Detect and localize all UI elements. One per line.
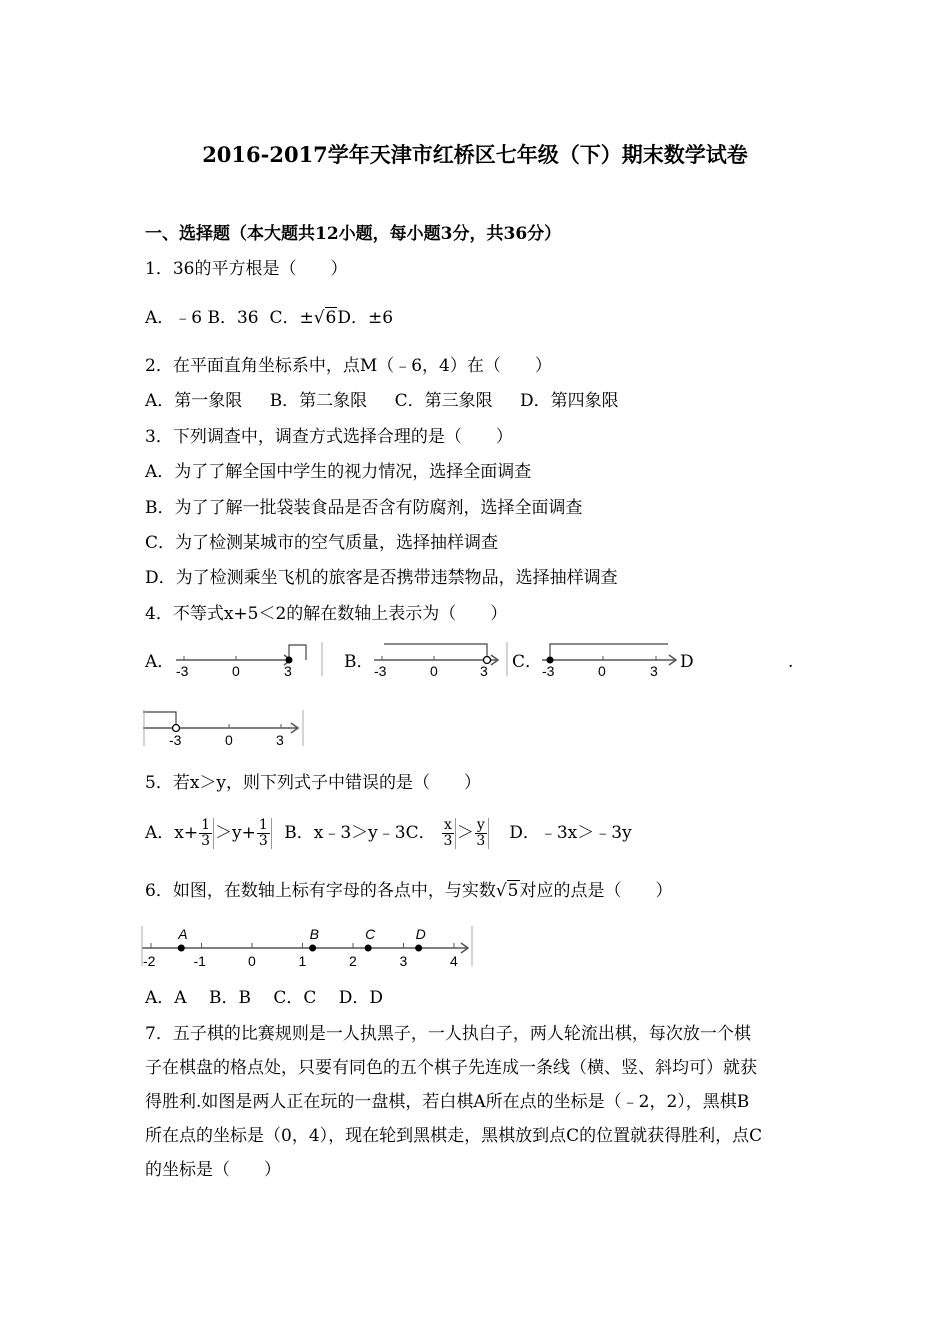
q4-option-a-label: A． (145, 652, 175, 672)
tick-label: 0 (232, 663, 240, 679)
tick-label: 3 (650, 663, 658, 679)
page-title: 2016-2017学年天津市红桥区七年级（下）期末数学试卷 (202, 142, 748, 167)
fraction-denominator: 3 (443, 833, 453, 849)
q7-line: 的坐标是（ ） (145, 1160, 281, 1180)
question-1-options (145, 308, 393, 328)
question-2-stem: 2．在平面直角坐标系中，点M（﹣6，4）在（ ） (145, 356, 552, 376)
fraction-denominator: 3 (258, 833, 268, 849)
q1-option-d: D．±6 (337, 308, 394, 328)
q6-stem-post: 对应的点是（ ） (519, 881, 673, 901)
tick-label: 3 (284, 663, 292, 679)
tick-label: 3 (480, 663, 488, 679)
q5-option-d: D．﹣3x＞﹣3y (509, 823, 632, 843)
q3-option-b: B．为了了解一批袋装食品是否含有防腐剂，选择全面调查 (145, 498, 583, 518)
axis-tick-label: 4 (450, 953, 458, 969)
q6-stem-pre: 6．如图，在数轴上标有字母的各点中，与实数 (145, 881, 496, 901)
fraction-numerator: y (476, 817, 485, 833)
q3-option-c: C．为了检测某城市的空气质量，选择抽样调查 (145, 533, 499, 553)
q3-option-a: A．为了了解全国中学生的视力情况，选择全面调查 (145, 462, 532, 482)
q4-trailing-dot: . (788, 652, 794, 672)
hollow-dot-icon (173, 725, 180, 732)
tick-label: -3 (542, 663, 555, 679)
point-label-a: A (178, 926, 188, 942)
tick-label: -3 (169, 732, 182, 748)
q7-line: 子在棋盘的格点处，只要有同色的五个棋子先连成一条线（横、竖、斜均可）就获 (145, 1058, 757, 1078)
q5-a-right: ＞y+ (215, 823, 256, 843)
section-heading: 一、选择题（本大题共12小题，每小题3分，共36分） (145, 224, 562, 244)
tick-label: -3 (176, 663, 189, 679)
q5-c-gt: ＞ (456, 823, 474, 843)
q3-option-d: D．为了检测乘坐飞机的旅客是否携带违禁物品，选择抽样调查 (145, 568, 618, 588)
q4-option-c-label: C． (512, 652, 543, 672)
tick-label: 3 (276, 732, 284, 748)
question-1-stem: 1．36的平方根是（ ） (145, 259, 348, 279)
point-b (309, 945, 316, 952)
q4-option-b-label: B． (344, 652, 374, 672)
q5-a-left: x+ (174, 823, 199, 843)
axis-tick-label: 0 (248, 953, 256, 969)
fraction-denominator: 3 (476, 833, 486, 849)
question-2-options (145, 391, 619, 411)
question-5-options (145, 818, 632, 849)
tick-label: 0 (598, 663, 606, 679)
q7-line: 得胜利.如图是两人正在玩的一盘棋，若白棋A所在点的坐标是（﹣2，2），黑棋B (145, 1092, 750, 1112)
q4-number-line-c (538, 640, 686, 680)
sqrt-icon: √5 (495, 881, 519, 901)
axis-tick-label: 1 (298, 953, 307, 969)
point-a (178, 945, 185, 952)
fraction-numerator: x (443, 817, 452, 833)
axis-tick-label: -2 (143, 953, 156, 969)
q2-option-c: C．第三象限 (394, 391, 493, 411)
axis-tick-label: 2 (349, 953, 357, 969)
fraction-x-over-3 (442, 818, 456, 849)
q2-option-a: A．第一象限 (145, 391, 243, 411)
question-6-options: A．A B．B C．C D．D (145, 988, 384, 1008)
fraction-y-over-3 (475, 818, 489, 849)
q4-number-line-a (172, 640, 324, 680)
q1-option-b: B．36 (207, 308, 259, 328)
question-3-stem: 3．下列调查中，调查方式选择合理的是（ ） (145, 427, 513, 447)
fraction-one-third (257, 818, 272, 849)
point-label-b: B (309, 926, 319, 942)
q5-option-c-label: C． (405, 823, 436, 843)
tick-label: 0 (430, 663, 438, 679)
axis-tick-label: -1 (193, 953, 206, 969)
q6-radicand: 5 (507, 881, 519, 901)
q6-number-line (140, 922, 475, 970)
question-6-stem (145, 881, 673, 901)
tick-label: -3 (374, 663, 387, 679)
tick-label: 0 (225, 732, 233, 748)
sqrt-icon: √6 (313, 308, 337, 328)
fraction-denominator: 3 (201, 833, 211, 849)
point-label-c: C (365, 926, 376, 942)
question-5-stem: 5．若x＞y，则下列式子中错误的是（ ） (145, 773, 482, 793)
q1-option-c-prefix: C．± (269, 308, 314, 328)
q5-option-a-label: A． (145, 823, 175, 843)
q4-option-d-label: D (680, 652, 694, 672)
fraction-one-third (199, 818, 214, 849)
fraction-numerator: 1 (258, 817, 268, 833)
q1-option-c-radicand: 6 (325, 308, 337, 328)
question-7-text (145, 1017, 810, 1187)
q4-number-line-d (143, 708, 305, 750)
q5-option-b: B．x﹣3＞y﹣3 (284, 823, 406, 843)
q2-option-d: D．第四象限 (520, 391, 619, 411)
point-d (415, 945, 422, 952)
point-label-d: D (415, 926, 426, 942)
q2-option-b: B．第二象限 (269, 391, 368, 411)
question-4-stem: 4．不等式x+5＜2的解在数轴上表示为（ ） (145, 604, 508, 624)
q4-number-line-b (370, 640, 510, 680)
q1-option-a: A．﹣6 (145, 308, 203, 328)
axis-tick-label: 3 (399, 953, 408, 969)
q7-line: 7．五子棋的比赛规则是一人执黑子，一人执白子，两人轮流出棋，每次放一个棋 (145, 1024, 751, 1044)
point-c (365, 945, 372, 952)
fraction-numerator: 1 (201, 817, 211, 833)
q7-line: 所在点的坐标是（0，4），现在轮到黑棋走，黑棋放到点C的位置就获得胜利，点C (145, 1126, 763, 1146)
